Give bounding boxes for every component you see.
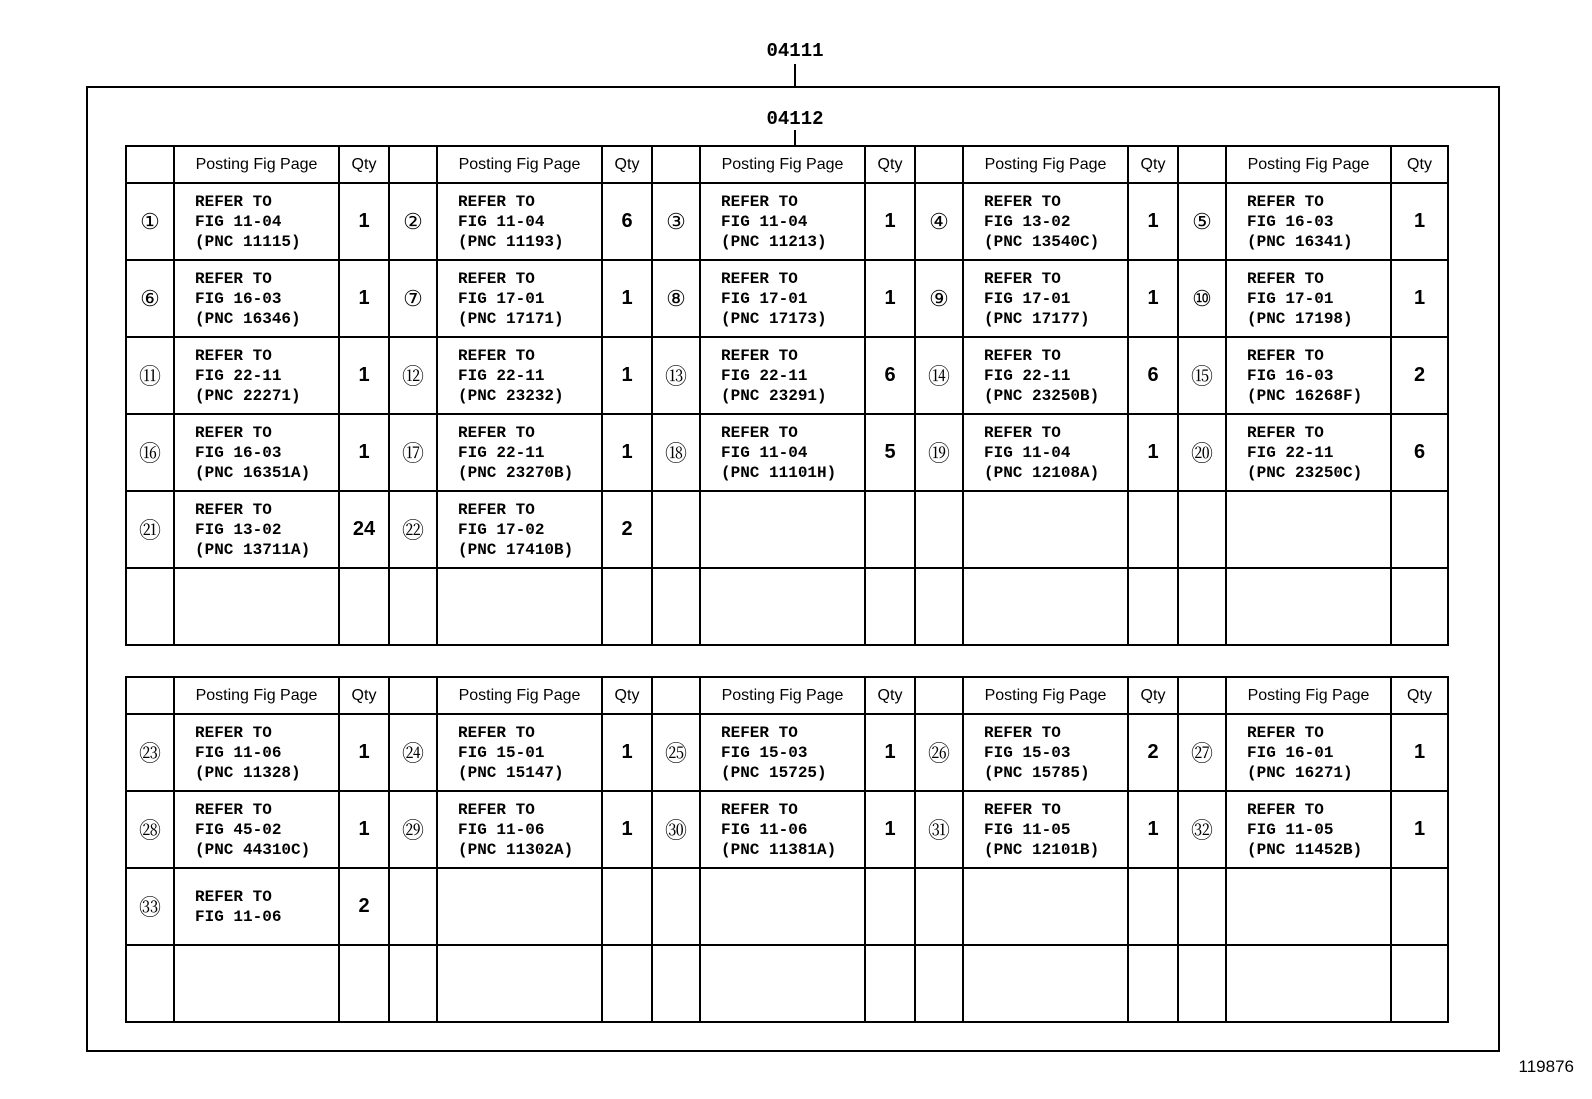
posting-reference bbox=[437, 337, 602, 414]
reference-line: FIG 11-05 bbox=[984, 820, 1071, 839]
posting-reference bbox=[437, 491, 602, 568]
reference-line: FIG 11-06 bbox=[195, 907, 282, 926]
header-qty: Qty bbox=[1391, 677, 1448, 714]
item-number bbox=[652, 868, 700, 945]
item-number: ⑬ bbox=[652, 337, 700, 414]
reference-line: FIG 16-03 bbox=[1247, 212, 1334, 231]
posting-reference bbox=[963, 945, 1128, 1022]
reference-line: REFER TO bbox=[721, 346, 798, 365]
reference-line: (PNC 16271) bbox=[1247, 763, 1353, 782]
reference-line: (PNC 17173) bbox=[721, 309, 827, 328]
reference-line: (PNC 23232) bbox=[458, 386, 564, 405]
reference-line: FIG 11-05 bbox=[1247, 820, 1334, 839]
reference-line: (PNC 11302A) bbox=[458, 840, 574, 859]
posting-reference bbox=[700, 183, 865, 260]
reference-line: REFER TO bbox=[721, 269, 798, 288]
label-04111: 04111 bbox=[766, 40, 824, 62]
posting-reference bbox=[1226, 714, 1391, 791]
item-number bbox=[652, 568, 700, 645]
item-number bbox=[915, 568, 963, 645]
header-posting-fig-page: Posting Fig Page bbox=[437, 677, 602, 714]
reference-line: FIG 16-03 bbox=[195, 443, 282, 462]
figure-id: 119876 bbox=[1518, 1057, 1574, 1076]
posting-reference bbox=[700, 714, 865, 791]
quantity: 1 bbox=[1391, 260, 1448, 337]
table-row bbox=[126, 568, 1448, 645]
quantity bbox=[602, 868, 652, 945]
reference-line: (PNC 44310C) bbox=[195, 840, 311, 859]
posting-reference bbox=[1226, 491, 1391, 568]
reference-line: FIG 22-11 bbox=[984, 366, 1071, 385]
reference-line: FIG 17-01 bbox=[1247, 289, 1334, 308]
reference-line: FIG 15-01 bbox=[458, 743, 545, 762]
reference-line: (PNC 13540C) bbox=[984, 232, 1100, 251]
reference-line: REFER TO bbox=[1247, 423, 1324, 442]
reference-line: REFER TO bbox=[721, 800, 798, 819]
posting-reference bbox=[174, 868, 339, 945]
posting-reference bbox=[437, 260, 602, 337]
reference-line: FIG 22-11 bbox=[721, 366, 808, 385]
reference-line: (PNC 15725) bbox=[721, 763, 827, 782]
quantity: 6 bbox=[1391, 414, 1448, 491]
item-number: ⑪ bbox=[126, 337, 174, 414]
reference-line: REFER TO bbox=[458, 500, 535, 519]
posting-reference bbox=[963, 714, 1128, 791]
posting-reference bbox=[700, 414, 865, 491]
reference-line: FIG 11-04 bbox=[721, 443, 808, 462]
quantity: 5 bbox=[865, 414, 915, 491]
quantity: 1 bbox=[865, 260, 915, 337]
posting-reference bbox=[174, 945, 339, 1022]
posting-reference bbox=[437, 183, 602, 260]
quantity: 6 bbox=[865, 337, 915, 414]
header-row bbox=[126, 677, 1448, 714]
reference-line: REFER TO bbox=[984, 423, 1061, 442]
quantity: 1 bbox=[339, 183, 389, 260]
reference-line: FIG 16-01 bbox=[1247, 743, 1334, 762]
header-blank bbox=[126, 677, 174, 714]
reference-line: (PNC 17171) bbox=[458, 309, 564, 328]
header-posting-fig-page: Posting Fig Page bbox=[1226, 146, 1391, 183]
item-number: ① bbox=[126, 183, 174, 260]
posting-reference bbox=[174, 260, 339, 337]
reference-line: REFER TO bbox=[721, 192, 798, 211]
reference-line: (PNC 23250B) bbox=[984, 386, 1100, 405]
posting-reference bbox=[1226, 414, 1391, 491]
reference-line: FIG 22-11 bbox=[195, 366, 282, 385]
reference-line: FIG 17-02 bbox=[458, 520, 545, 539]
reference-line: FIG 11-04 bbox=[721, 212, 808, 231]
reference-line: FIG 17-01 bbox=[721, 289, 808, 308]
item-number: ⑲ bbox=[915, 414, 963, 491]
item-number: ⑧ bbox=[652, 260, 700, 337]
item-number: ⑯ bbox=[126, 414, 174, 491]
reference-line: FIG 22-11 bbox=[1247, 443, 1334, 462]
quantity: 1 bbox=[339, 714, 389, 791]
posting-reference bbox=[963, 791, 1128, 868]
posting-reference bbox=[174, 568, 339, 645]
reference-line: (PNC 15785) bbox=[984, 763, 1090, 782]
reference-line: (PNC 12108A) bbox=[984, 463, 1100, 482]
reference-line: REFER TO bbox=[458, 800, 535, 819]
reference-line: REFER TO bbox=[1247, 800, 1324, 819]
header-posting-fig-page: Posting Fig Page bbox=[1226, 677, 1391, 714]
quantity: 1 bbox=[1128, 183, 1178, 260]
quantity bbox=[1391, 568, 1448, 645]
reference-line: (PNC 13711A) bbox=[195, 540, 311, 559]
header-qty: Qty bbox=[1128, 146, 1178, 183]
posting-reference bbox=[963, 337, 1128, 414]
table-row bbox=[126, 183, 1448, 260]
reference-line: REFER TO bbox=[984, 346, 1061, 365]
header-blank bbox=[1178, 146, 1226, 183]
quantity bbox=[602, 945, 652, 1022]
header-blank bbox=[126, 146, 174, 183]
header-posting-fig-page: Posting Fig Page bbox=[963, 146, 1128, 183]
reference-line: REFER TO bbox=[984, 192, 1061, 211]
item-number: ㉒ bbox=[389, 491, 437, 568]
posting-reference bbox=[700, 945, 865, 1022]
reference-line: (PNC 11328) bbox=[195, 763, 301, 782]
reference-line: (PNC 17410B) bbox=[458, 540, 574, 559]
item-number: ⑩ bbox=[1178, 260, 1226, 337]
reference-line: (PNC 17198) bbox=[1247, 309, 1353, 328]
header-qty: Qty bbox=[865, 677, 915, 714]
quantity: 1 bbox=[865, 183, 915, 260]
reference-line: FIG 45-02 bbox=[195, 820, 282, 839]
item-number: ㉙ bbox=[389, 791, 437, 868]
reference-line: FIG 11-06 bbox=[195, 743, 282, 762]
reference-line: REFER TO bbox=[195, 192, 272, 211]
item-number: ㉖ bbox=[915, 714, 963, 791]
header-posting-fig-page: Posting Fig Page bbox=[963, 677, 1128, 714]
item-number: ⑭ bbox=[915, 337, 963, 414]
posting-reference bbox=[963, 868, 1128, 945]
posting-reference bbox=[437, 568, 602, 645]
quantity: 1 bbox=[339, 791, 389, 868]
quantity bbox=[865, 945, 915, 1022]
reference-line: (PNC 16351A) bbox=[195, 463, 311, 482]
reference-line: FIG 13-02 bbox=[984, 212, 1071, 231]
posting-reference bbox=[963, 491, 1128, 568]
table-row bbox=[126, 791, 1448, 868]
reference-line: FIG 22-11 bbox=[458, 443, 545, 462]
reference-line: FIG 11-04 bbox=[458, 212, 545, 231]
item-number: ㉔ bbox=[389, 714, 437, 791]
quantity bbox=[339, 568, 389, 645]
posting-reference bbox=[1226, 868, 1391, 945]
reference-line: REFER TO bbox=[1247, 192, 1324, 211]
quantity bbox=[865, 568, 915, 645]
posting-reference bbox=[437, 945, 602, 1022]
reference-line: FIG 22-11 bbox=[458, 366, 545, 385]
posting-reference bbox=[437, 791, 602, 868]
reference-line: REFER TO bbox=[195, 887, 272, 906]
reference-line: REFER TO bbox=[458, 723, 535, 742]
header-posting-fig-page: Posting Fig Page bbox=[174, 146, 339, 183]
leader-line-04112 bbox=[794, 130, 796, 146]
reference-line: FIG 11-06 bbox=[721, 820, 808, 839]
quantity: 2 bbox=[602, 491, 652, 568]
posting-reference bbox=[700, 260, 865, 337]
header-qty: Qty bbox=[1128, 677, 1178, 714]
quantity bbox=[1128, 568, 1178, 645]
quantity: 1 bbox=[865, 791, 915, 868]
item-number bbox=[126, 568, 174, 645]
reference-line: REFER TO bbox=[1247, 723, 1324, 742]
quantity: 1 bbox=[602, 414, 652, 491]
posting-reference bbox=[437, 714, 602, 791]
reference-line: (PNC 11101H) bbox=[721, 463, 837, 482]
reference-line: REFER TO bbox=[721, 423, 798, 442]
item-number: ⑱ bbox=[652, 414, 700, 491]
parts-table-top bbox=[125, 145, 1449, 646]
posting-reference bbox=[174, 714, 339, 791]
item-number bbox=[652, 491, 700, 568]
posting-reference bbox=[963, 414, 1128, 491]
reference-line: REFER TO bbox=[458, 346, 535, 365]
item-number: ⑥ bbox=[126, 260, 174, 337]
quantity: 1 bbox=[1128, 414, 1178, 491]
reference-line: (PNC 23291) bbox=[721, 386, 827, 405]
item-number: ㉘ bbox=[126, 791, 174, 868]
item-number: ③ bbox=[652, 183, 700, 260]
header-blank bbox=[652, 146, 700, 183]
header-posting-fig-page: Posting Fig Page bbox=[700, 146, 865, 183]
posting-reference bbox=[963, 260, 1128, 337]
reference-line: REFER TO bbox=[721, 723, 798, 742]
item-number bbox=[1178, 868, 1226, 945]
posting-reference bbox=[700, 568, 865, 645]
item-number bbox=[1178, 945, 1226, 1022]
reference-line: (PNC 15147) bbox=[458, 763, 564, 782]
quantity bbox=[1391, 945, 1448, 1022]
table-row bbox=[126, 337, 1448, 414]
item-number: ㉜ bbox=[1178, 791, 1226, 868]
reference-line: REFER TO bbox=[195, 723, 272, 742]
quantity: 1 bbox=[339, 337, 389, 414]
item-number: ② bbox=[389, 183, 437, 260]
quantity: 2 bbox=[1128, 714, 1178, 791]
reference-line: (PNC 16341) bbox=[1247, 232, 1353, 251]
item-number: ⑦ bbox=[389, 260, 437, 337]
reference-line: REFER TO bbox=[1247, 346, 1324, 365]
quantity: 1 bbox=[1391, 714, 1448, 791]
header-qty: Qty bbox=[339, 677, 389, 714]
posting-reference bbox=[963, 568, 1128, 645]
reference-line: REFER TO bbox=[195, 800, 272, 819]
posting-reference bbox=[437, 868, 602, 945]
posting-reference bbox=[1226, 791, 1391, 868]
item-number: ⑰ bbox=[389, 414, 437, 491]
item-number bbox=[1178, 491, 1226, 568]
item-number bbox=[652, 945, 700, 1022]
posting-reference bbox=[700, 337, 865, 414]
reference-line: REFER TO bbox=[195, 500, 272, 519]
posting-reference bbox=[1226, 183, 1391, 260]
quantity bbox=[1128, 868, 1178, 945]
reference-line: (PNC 23250C) bbox=[1247, 463, 1363, 482]
posting-reference bbox=[1226, 337, 1391, 414]
posting-reference bbox=[174, 491, 339, 568]
reference-line: REFER TO bbox=[458, 269, 535, 288]
header-blank bbox=[652, 677, 700, 714]
posting-reference bbox=[437, 414, 602, 491]
reference-line: REFER TO bbox=[195, 423, 272, 442]
item-number: ㉑ bbox=[126, 491, 174, 568]
reference-line: FIG 11-04 bbox=[984, 443, 1071, 462]
posting-reference bbox=[174, 183, 339, 260]
header-blank bbox=[915, 677, 963, 714]
posting-reference bbox=[174, 337, 339, 414]
reference-line: FIG 13-02 bbox=[195, 520, 282, 539]
header-posting-fig-page: Posting Fig Page bbox=[700, 677, 865, 714]
reference-line: (PNC 22271) bbox=[195, 386, 301, 405]
item-number: ㉕ bbox=[652, 714, 700, 791]
quantity: 1 bbox=[339, 260, 389, 337]
header-qty: Qty bbox=[1391, 146, 1448, 183]
quantity: 1 bbox=[602, 714, 652, 791]
posting-reference bbox=[963, 183, 1128, 260]
item-number bbox=[1178, 568, 1226, 645]
leader-line-04111 bbox=[794, 64, 796, 86]
item-number: ⑨ bbox=[915, 260, 963, 337]
quantity bbox=[339, 945, 389, 1022]
header-posting-fig-page: Posting Fig Page bbox=[437, 146, 602, 183]
header-posting-fig-page: Posting Fig Page bbox=[174, 677, 339, 714]
item-number: ㉓ bbox=[126, 714, 174, 791]
item-number: ⑮ bbox=[1178, 337, 1226, 414]
reference-line: REFER TO bbox=[984, 269, 1061, 288]
item-number: ㉝ bbox=[126, 868, 174, 945]
posting-reference bbox=[700, 491, 865, 568]
posting-reference bbox=[174, 414, 339, 491]
quantity: 1 bbox=[1391, 791, 1448, 868]
item-number bbox=[126, 945, 174, 1022]
reference-line: (PNC 11193) bbox=[458, 232, 564, 251]
table-row bbox=[126, 491, 1448, 568]
posting-reference bbox=[1226, 260, 1391, 337]
header-blank bbox=[915, 146, 963, 183]
header-blank bbox=[1178, 677, 1226, 714]
item-number bbox=[915, 491, 963, 568]
item-number bbox=[389, 868, 437, 945]
reference-line: FIG 15-03 bbox=[984, 743, 1071, 762]
item-number: ㉚ bbox=[652, 791, 700, 868]
header-qty: Qty bbox=[602, 677, 652, 714]
item-number bbox=[389, 945, 437, 1022]
quantity: 1 bbox=[865, 714, 915, 791]
posting-reference bbox=[700, 868, 865, 945]
reference-line: (PNC 16346) bbox=[195, 309, 301, 328]
quantity: 24 bbox=[339, 491, 389, 568]
header-qty: Qty bbox=[339, 146, 389, 183]
reference-line: REFER TO bbox=[195, 346, 272, 365]
reference-line: (PNC 16268F) bbox=[1247, 386, 1363, 405]
quantity: 1 bbox=[602, 337, 652, 414]
quantity bbox=[1391, 491, 1448, 568]
reference-line: FIG 17-01 bbox=[984, 289, 1071, 308]
reference-line: FIG 11-04 bbox=[195, 212, 282, 231]
quantity bbox=[865, 868, 915, 945]
item-number bbox=[915, 868, 963, 945]
header-qty: Qty bbox=[865, 146, 915, 183]
table-row bbox=[126, 945, 1448, 1022]
posting-reference bbox=[174, 791, 339, 868]
reference-line: (PNC 11452B) bbox=[1247, 840, 1363, 859]
header-blank bbox=[389, 146, 437, 183]
reference-line: FIG 11-06 bbox=[458, 820, 545, 839]
reference-line: REFER TO bbox=[1247, 269, 1324, 288]
table-row bbox=[126, 714, 1448, 791]
reference-line: (PNC 17177) bbox=[984, 309, 1090, 328]
reference-line: (PNC 12101B) bbox=[984, 840, 1100, 859]
reference-line: FIG 15-03 bbox=[721, 743, 808, 762]
item-number: ⑫ bbox=[389, 337, 437, 414]
reference-line: REFER TO bbox=[195, 269, 272, 288]
posting-reference bbox=[700, 791, 865, 868]
reference-line: FIG 16-03 bbox=[195, 289, 282, 308]
quantity: 2 bbox=[339, 868, 389, 945]
reference-line: REFER TO bbox=[984, 800, 1061, 819]
item-number bbox=[389, 568, 437, 645]
reference-line: FIG 16-03 bbox=[1247, 366, 1334, 385]
quantity bbox=[1391, 868, 1448, 945]
item-number: ④ bbox=[915, 183, 963, 260]
quantity: 1 bbox=[339, 414, 389, 491]
reference-line: REFER TO bbox=[458, 423, 535, 442]
reference-line: (PNC 11115) bbox=[195, 232, 301, 251]
quantity: 1 bbox=[1128, 791, 1178, 868]
header-row bbox=[126, 146, 1448, 183]
quantity: 6 bbox=[602, 183, 652, 260]
quantity bbox=[1128, 491, 1178, 568]
posting-reference bbox=[1226, 945, 1391, 1022]
quantity: 6 bbox=[1128, 337, 1178, 414]
item-number bbox=[915, 945, 963, 1022]
reference-line: REFER TO bbox=[984, 723, 1061, 742]
table-row bbox=[126, 260, 1448, 337]
header-blank bbox=[389, 677, 437, 714]
quantity bbox=[602, 568, 652, 645]
posting-reference bbox=[1226, 568, 1391, 645]
label-04112: 04112 bbox=[766, 108, 824, 130]
header-qty: Qty bbox=[602, 146, 652, 183]
quantity: 1 bbox=[1128, 260, 1178, 337]
quantity: 2 bbox=[1391, 337, 1448, 414]
reference-line: FIG 17-01 bbox=[458, 289, 545, 308]
table-row bbox=[126, 868, 1448, 945]
quantity: 1 bbox=[602, 791, 652, 868]
quantity: 1 bbox=[1391, 183, 1448, 260]
item-number: ㉗ bbox=[1178, 714, 1226, 791]
reference-line: (PNC 23270B) bbox=[458, 463, 574, 482]
reference-line: (PNC 11213) bbox=[721, 232, 827, 251]
quantity bbox=[1128, 945, 1178, 1022]
table-row bbox=[126, 414, 1448, 491]
reference-line: (PNC 11381A) bbox=[721, 840, 837, 859]
quantity: 1 bbox=[602, 260, 652, 337]
item-number: ⑳ bbox=[1178, 414, 1226, 491]
reference-line: REFER TO bbox=[458, 192, 535, 211]
parts-table-bottom bbox=[125, 676, 1449, 1023]
quantity bbox=[865, 491, 915, 568]
item-number: ㉛ bbox=[915, 791, 963, 868]
item-number: ⑤ bbox=[1178, 183, 1226, 260]
